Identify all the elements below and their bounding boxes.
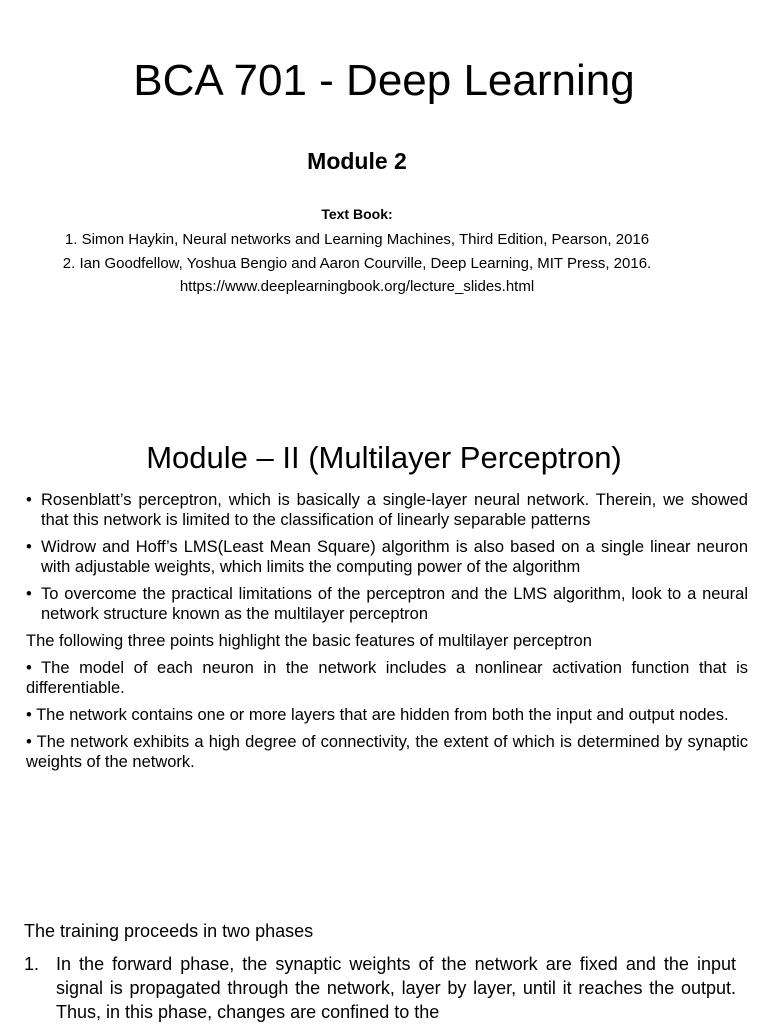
module-heading: Module 2 xyxy=(307,148,407,174)
section-heading: The training proceeds in two phases xyxy=(24,921,314,941)
feature-paragraph: • The network exhibits a high degree of connectivity, the extent of which is determined by synaptic weights of the network. xyxy=(26,733,748,771)
bullet-text: Rosenblatt’s perceptron, which is basically a single-layer neural network. Therein, we showed that this network is limited to the classification of linearly separable patterns xyxy=(41,491,748,529)
course-title: BCA 701 - Deep Learning xyxy=(133,56,635,105)
feature-paragraph: • The network contains one or more layers that are hidden from both the input and output nodes. xyxy=(26,706,729,724)
bullet-dot: • xyxy=(26,491,32,509)
textbook-heading: Text Book: xyxy=(321,206,393,222)
bullet-text: To overcome the practical limitations of the perceptron and the LMS algorithm, look to a neural network structure known as the multilayer perceptron xyxy=(41,585,748,623)
list-item xyxy=(24,952,736,1024)
bullet-text: Widrow and Hoff’s LMS(Least Mean Square) algorithm is also based on a single linear neuron with adjustable weights, which limits the computing power of the algorithm xyxy=(41,538,748,576)
feature-paragraph: • The model of each neuron in the network includes a nonlinear activation function that is differentiable. xyxy=(26,659,748,697)
reference-link[interactable]: https://www.deeplearningbook.org/lecture_slides.html xyxy=(179,278,535,295)
bullet-item xyxy=(26,584,748,624)
bullet-dot: • xyxy=(26,585,32,603)
slide-training-phases xyxy=(0,910,768,1024)
bullet-item xyxy=(26,490,748,530)
bullet-dot: • xyxy=(26,538,32,556)
reference-item: 2. Ian Goodfellow, Yoshua Bengio and Aaron Courville, Deep Learning, MIT Press, 2016. xyxy=(62,254,652,272)
numbered-list xyxy=(24,952,736,1024)
reference-list xyxy=(0,228,714,299)
bullet-item xyxy=(26,537,748,577)
slide-body xyxy=(26,490,748,779)
list-text: In the forward phase, the synaptic weights of the network are fixed and the input signal is propagated through the network, layer by layer, until it reaches the output. Thus, in this phase, changes are confined to the xyxy=(56,954,736,1022)
slide-multilayer-perceptron xyxy=(0,430,768,850)
slide-title xyxy=(0,0,768,330)
intro-paragraph: The following three points highlight the basic features of multilayer perceptron xyxy=(26,632,592,650)
slide-heading: Module – II (Multilayer Perceptron) xyxy=(146,440,622,475)
reference-item: 1. Simon Haykin, Neural networks and Learning Machines, Third Edition, Pearson, 2016 xyxy=(64,231,650,248)
list-number: 1. xyxy=(24,954,40,974)
